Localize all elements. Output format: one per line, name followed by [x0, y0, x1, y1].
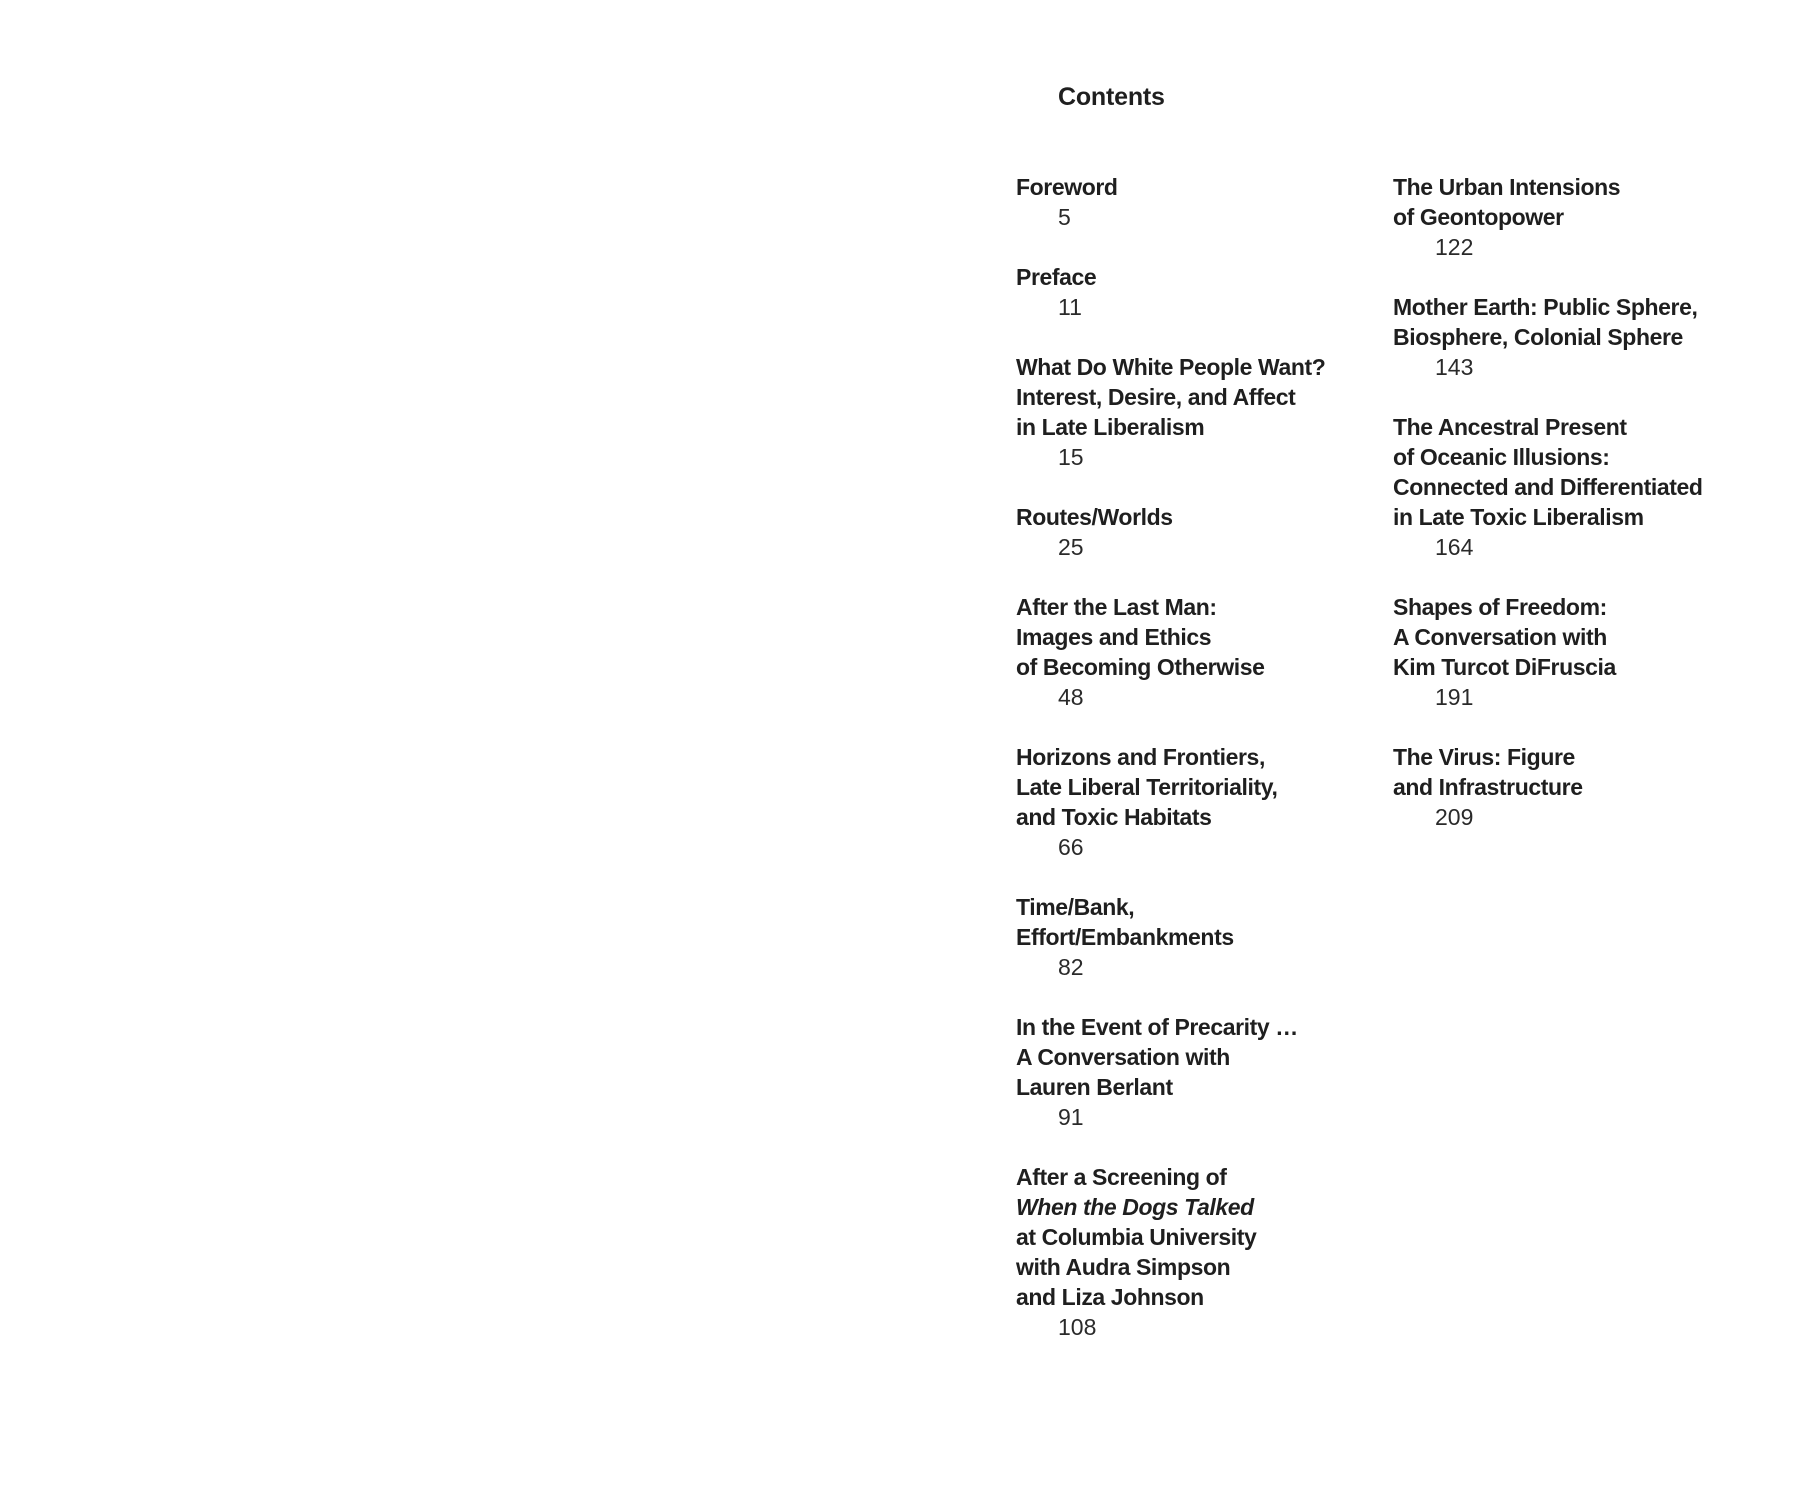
- toc-entry-title: [1393, 172, 1753, 232]
- toc-entry-title-line: Biosphere, Colonial Sphere: [1393, 324, 1683, 350]
- toc-entry: [1393, 172, 1753, 262]
- toc-entry-title-line: Interest, Desire, and Affect: [1016, 384, 1296, 410]
- toc-entry-title-line: of Oceanic Illusions:: [1393, 444, 1610, 470]
- toc-entry-title-line: of Geontopower: [1393, 204, 1564, 230]
- toc-entry-title-line: and Liza Johnson: [1016, 1284, 1204, 1310]
- toc-entry-title-line: What Do White People Want?: [1016, 354, 1326, 380]
- toc-entry-title-line: Preface: [1016, 264, 1097, 290]
- toc-page-number: 191: [1435, 684, 1474, 710]
- toc-entry-title-line: After the Last Man:: [1016, 594, 1217, 620]
- toc-entry-title-line: of Becoming Otherwise: [1016, 654, 1265, 680]
- toc-page-number: 164: [1435, 534, 1474, 560]
- toc-entry: [1016, 172, 1376, 232]
- toc-page-number: 82: [1058, 954, 1084, 980]
- toc-entry-title-line: A Conversation with: [1016, 1044, 1230, 1070]
- toc-entry: [1393, 412, 1753, 562]
- toc-entry-title-line: Horizons and Frontiers,: [1016, 744, 1265, 770]
- toc-entry-title: [1016, 502, 1376, 532]
- toc-entry-title-line: Connected and Differentiated: [1393, 474, 1703, 500]
- toc-entry-title-line: Foreword: [1016, 174, 1118, 200]
- toc-entry-title-line: Kim Turcot DiFruscia: [1393, 654, 1616, 680]
- toc-page-number: 108: [1058, 1314, 1097, 1340]
- toc-entry-title-line: and Infrastructure: [1393, 774, 1583, 800]
- toc-entry-title-line: Late Liberal Territoriality,: [1016, 774, 1278, 800]
- toc-entry: [1016, 742, 1376, 862]
- toc-entry-title-line: After a Screening of: [1016, 1164, 1227, 1190]
- toc-entry-title-line: and Toxic Habitats: [1016, 804, 1212, 830]
- toc-entry-title-line: in Late Toxic Liberalism: [1393, 504, 1644, 530]
- page-title: Contents: [1058, 83, 1165, 111]
- toc-entry-title-line: Shapes of Freedom:: [1393, 594, 1607, 620]
- toc-entry-title: [1016, 172, 1376, 202]
- toc-column-left: [1016, 172, 1376, 1372]
- toc-entry-title-line: The Virus: Figure: [1393, 744, 1575, 770]
- toc-entry-title: [1016, 1162, 1376, 1312]
- toc-entry: [1393, 592, 1753, 712]
- toc-entry: [1016, 502, 1376, 562]
- contents-page: [910, 0, 1820, 1500]
- toc-page-number: 5: [1058, 204, 1071, 230]
- toc-entry-title: [1016, 352, 1376, 442]
- toc-entry-title-line: In the Event of Precarity …: [1016, 1014, 1298, 1040]
- toc-page-number: 66: [1058, 834, 1084, 860]
- toc-entry-title-line: Routes/Worlds: [1016, 504, 1173, 530]
- toc-entry-title-line: The Urban Intensions: [1393, 174, 1621, 200]
- toc-entry: [1016, 592, 1376, 712]
- toc-page-number: 11: [1058, 294, 1082, 320]
- toc-entry-title-line: The Ancestral Present: [1393, 414, 1627, 440]
- toc-entry: [1016, 1162, 1376, 1342]
- toc-page-number: 209: [1435, 804, 1474, 830]
- toc-entry-title: [1393, 412, 1753, 532]
- toc-entry-title-line: Time/Bank,: [1016, 894, 1135, 920]
- toc-page-number: 15: [1058, 444, 1084, 470]
- toc-entry-title-line: Lauren Berlant: [1016, 1074, 1173, 1100]
- toc-entry: [1016, 262, 1376, 322]
- toc-entry-title-line: with Audra Simpson: [1016, 1254, 1231, 1280]
- toc-entry-title: [1016, 262, 1376, 292]
- toc-entry: [1016, 352, 1376, 472]
- toc-page-number: 91: [1058, 1104, 1084, 1130]
- toc-entry-title-line: in Late Liberalism: [1016, 414, 1205, 440]
- toc-entry-title: [1016, 592, 1376, 682]
- toc-entry-title-line: Effort/Embankments: [1016, 924, 1234, 950]
- toc-entry-title-line: A Conversation with: [1393, 624, 1607, 650]
- toc-entry: [1393, 292, 1753, 382]
- toc-entry-title-line: at Columbia University: [1016, 1224, 1257, 1250]
- toc-page-number: 143: [1435, 354, 1474, 380]
- toc-entry-title-line: Images and Ethics: [1016, 624, 1212, 650]
- toc-entry-title-line: When the Dogs Talked: [1016, 1194, 1254, 1220]
- toc-page-number: 25: [1058, 534, 1084, 560]
- toc-entry-title: [1016, 742, 1376, 832]
- toc-column-right: [1393, 172, 1753, 862]
- toc-page-number: 48: [1058, 684, 1084, 710]
- toc-entry-title: [1393, 292, 1753, 352]
- toc-entry-title: [1393, 592, 1753, 682]
- toc-entry-title-line: Mother Earth: Public Sphere,: [1393, 294, 1698, 320]
- toc-page-number: 122: [1435, 234, 1474, 260]
- toc-entry-title: [1016, 892, 1376, 952]
- toc-entry: [1016, 1012, 1376, 1132]
- toc-entry: [1016, 892, 1376, 982]
- toc-entry-title: [1393, 742, 1753, 802]
- toc-entry-title: [1016, 1012, 1376, 1102]
- toc-entry: [1393, 742, 1753, 832]
